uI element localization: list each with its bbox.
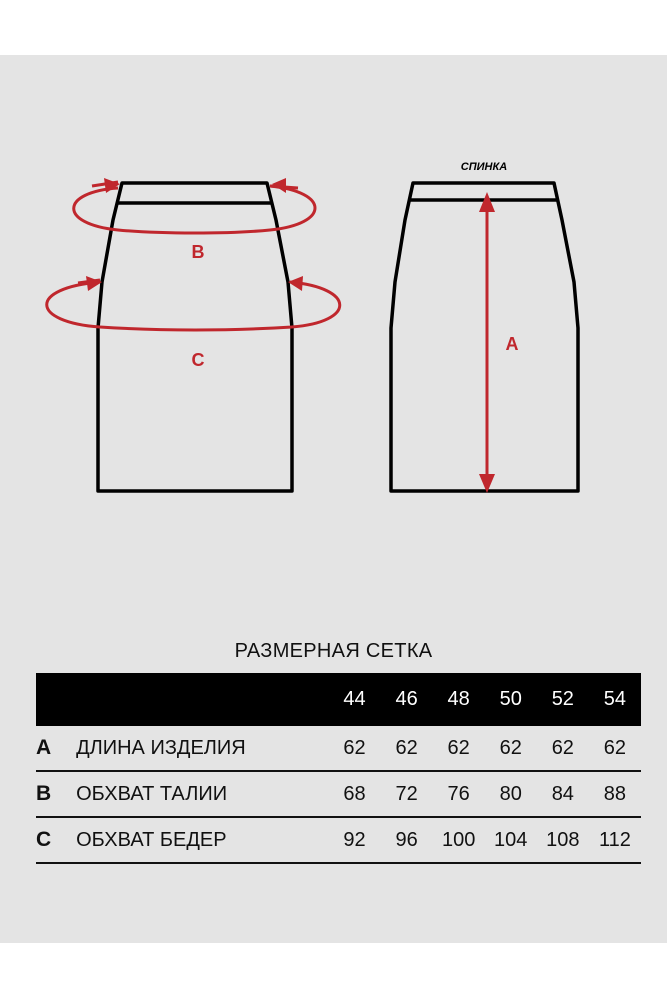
cell-value: 62 — [537, 726, 589, 771]
cell-value: 96 — [381, 817, 433, 863]
hip-arrow-left — [86, 276, 102, 291]
length-measure-arrow — [479, 192, 495, 493]
table-row — [36, 726, 641, 771]
row-name: ДЛИНА ИЗДЕЛИЯ — [76, 726, 328, 771]
cell-value: 112 — [589, 817, 641, 863]
row-letter: C — [36, 817, 76, 863]
cell-value: 62 — [485, 726, 537, 771]
size-chart-title: РАЗМЕРНАЯ СЕТКА — [234, 640, 433, 662]
back-skirt-outline — [391, 183, 578, 491]
row-letter: A — [36, 726, 76, 771]
cell-value: 62 — [433, 726, 485, 771]
header-blank — [76, 673, 328, 726]
cell-value: 100 — [433, 817, 485, 863]
size-header: 54 — [589, 673, 641, 726]
row-name: ОБХВАТ ТАЛИИ — [76, 771, 328, 817]
cell-value: 84 — [537, 771, 589, 817]
cell-value: 108 — [537, 817, 589, 863]
header-blank — [36, 673, 76, 726]
size-table — [36, 673, 641, 864]
table-row — [36, 817, 641, 863]
cell-value: 68 — [328, 771, 380, 817]
size-header: 48 — [433, 673, 485, 726]
table-row — [36, 771, 641, 817]
cell-value: 88 — [589, 771, 641, 817]
size-header: 46 — [381, 673, 433, 726]
cell-value: 80 — [485, 771, 537, 817]
label-c: C — [191, 350, 205, 370]
size-header: 50 — [485, 673, 537, 726]
label-a: A — [505, 334, 519, 354]
cell-value: 92 — [328, 817, 380, 863]
waist-arrow-left — [104, 178, 120, 193]
cell-value: 62 — [328, 726, 380, 771]
cell-value: 62 — [381, 726, 433, 771]
size-header: 44 — [328, 673, 380, 726]
size-header: 52 — [537, 673, 589, 726]
cell-value: 104 — [485, 817, 537, 863]
size-header-row — [36, 673, 641, 726]
cell-value: 62 — [589, 726, 641, 771]
cell-value: 72 — [381, 771, 433, 817]
label-b: B — [191, 242, 205, 262]
back-label: СПИНКА — [460, 161, 508, 173]
row-letter: B — [36, 771, 76, 817]
row-name: ОБХВАТ БЕДЕР — [76, 817, 328, 863]
cell-value: 76 — [433, 771, 485, 817]
